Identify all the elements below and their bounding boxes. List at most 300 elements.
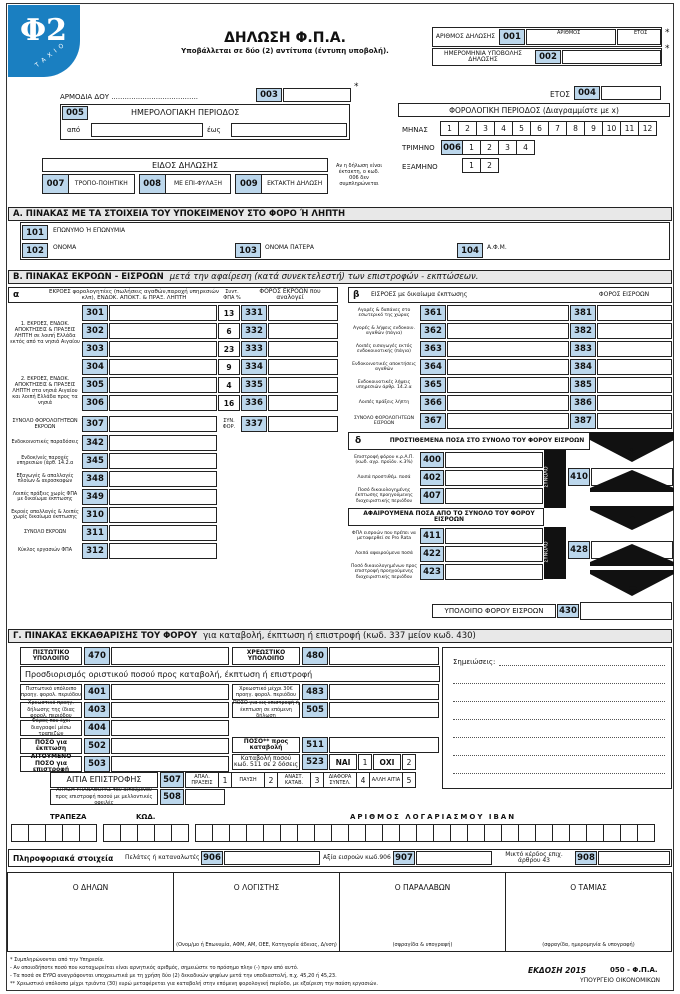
delta-row	[348, 545, 544, 563]
field-307[interactable]	[109, 416, 217, 432]
extra-row	[8, 506, 218, 524]
aitia-options	[186, 772, 416, 788]
iban-digit-box[interactable]	[552, 824, 570, 842]
code-423: 423	[420, 564, 444, 580]
month-box-11[interactable]: 11	[620, 121, 639, 136]
month-box-6[interactable]: 6	[530, 121, 549, 136]
oxi-label: ΟΧΙ	[373, 754, 401, 770]
kind-option[interactable]	[42, 174, 135, 194]
code-304: 304	[82, 359, 108, 375]
alpha-row	[82, 322, 338, 340]
iban-digit-box[interactable]	[637, 824, 655, 842]
code-311: 311	[82, 525, 108, 541]
col-ekroes: ΕΚΡΟΕΣ φορολογητέες (πωλήσεις αγαθών,παροχή υπηρεσιών κλπ), ΕΝΔΟΚ. ΑΠΟΚΤ. & ΠΡΑΞ. ΛΗΠΤΗ	[49, 288, 219, 301]
c-left-label: Φόρος που έχει διαγραφεί μέσω τραπεζών	[20, 720, 82, 736]
code-348: 348	[82, 471, 108, 487]
label-104: Α.Φ.Μ.	[487, 244, 507, 251]
code-307: 307	[82, 416, 108, 432]
code-305: 305	[82, 377, 108, 393]
alpha-rows	[82, 304, 338, 412]
iban-digit-box[interactable]	[535, 824, 553, 842]
sum-tag-428-text: ΣΥΝΟΛΟ	[543, 541, 550, 563]
b-alpha-head	[8, 287, 338, 303]
code-349: 349	[82, 489, 108, 505]
month-label: ΜΗΝΑΣ	[402, 126, 428, 134]
field-422[interactable]	[445, 546, 543, 562]
period-from-field[interactable]	[91, 123, 203, 137]
extra-row	[8, 488, 218, 506]
nai-box[interactable]: 1	[358, 754, 372, 770]
aitia-option-box-2[interactable]: 2	[264, 772, 278, 788]
field-366[interactable]	[447, 395, 569, 411]
notes-line-5[interactable]	[453, 737, 665, 738]
semester-box-2[interactable]: 2	[480, 158, 499, 173]
date-label: ΗΜΕΡΟΜΗΝΙΑ ΥΠΟΒΟΛΗΣ ΔΗΛΩΣΗΣ	[444, 49, 522, 63]
notes-line-2[interactable]	[453, 683, 665, 684]
footnote: ** Χρεωστικό υπόλοιπο μέχρι τριάντα (30) ευρώ μεταφέρεται για καταβολή στην επόμενη φορολογική περίοδο, με εξαίρεση την παύση εργασιών.	[10, 981, 378, 987]
field-430[interactable]	[580, 602, 672, 620]
etos-field-top[interactable]	[617, 29, 661, 45]
iban-digit-box[interactable]	[603, 824, 621, 842]
month-box-10[interactable]: 10	[602, 121, 621, 136]
field-364[interactable]	[447, 359, 569, 375]
field-381[interactable]	[597, 305, 672, 321]
field-423[interactable]	[445, 564, 543, 580]
iban-digit-box[interactable]	[79, 824, 97, 842]
field-367[interactable]	[447, 413, 569, 429]
label-101: ΕΠΩΝΥΜΟ Ή ΕΠΩΝΥΜΙΑ	[53, 227, 126, 234]
field-404[interactable]	[111, 720, 229, 736]
code-908: 908	[575, 851, 597, 865]
notes-line-6[interactable]	[453, 755, 665, 756]
code-342: 342	[82, 435, 108, 451]
ypol-label: ΥΠΟΛΟΙΠΟ ΦΟΡΟΥ ΕΙΣΡΟΩΝ	[432, 604, 556, 618]
code-303: 303	[82, 341, 108, 357]
code-383: 383	[570, 341, 596, 357]
code-511: 511	[302, 737, 328, 753]
code-407: 407	[420, 488, 444, 504]
extra-row-label: Ενδοκοινοτικές παραδόσεις	[11, 440, 79, 446]
period-to-field[interactable]	[231, 123, 347, 137]
notes-line-3[interactable]	[453, 701, 665, 702]
signature-sub: (σφραγίδα, ημερομηνία & υπογραφή)	[542, 942, 635, 948]
beta-row	[348, 394, 672, 412]
iban-digit-box[interactable]	[212, 824, 230, 842]
iban-digit-box[interactable]	[314, 824, 332, 842]
aff-title: ΑΦΑΙΡΟΥΜΕΝΑ ΠΟΣΑ ΑΠΟ ΤΟ ΣΥΝΟΛΟ ΤΟΥ ΦΟΡΟΥ ΕΙΣΡΟΩΝ	[363, 509, 535, 523]
minus-sign: -	[630, 510, 635, 524]
field-383[interactable]	[597, 341, 672, 357]
field-331[interactable]	[268, 305, 338, 321]
code-422: 422	[420, 546, 444, 562]
aitisi-label: ΑΙΤΗΣΗ ΥΠΑΝΑΘΟΡΑΣ του αιτούμενου προς επιστροφή ποσού με μελλοντικές οφειλές	[50, 789, 158, 805]
delta-row-label: Ποσό δικαιολογημένων προς επιστροφή προηγούμενης διαχειριστικής περιόδου	[350, 564, 418, 580]
signature-sub: (Ονομ/μο ή Επωνυμία, ΑΦΜ, ΑΜ, ΟΕΕ, Κατηγορία άδειας, Δ/νση)	[176, 942, 337, 948]
month-box-7[interactable]: 7	[548, 121, 567, 136]
iban-digit-box[interactable]	[569, 824, 587, 842]
field-342[interactable]	[109, 435, 217, 451]
field-345[interactable]	[109, 453, 217, 469]
footnotes	[10, 956, 530, 988]
iban-digit-box[interactable]	[484, 824, 502, 842]
aitia-option-box-5[interactable]: 5	[402, 772, 416, 788]
c-left-label: ΑΙΤΟΥΜΕΝΟ ΠΟΣΟ για επιστροφή	[20, 756, 82, 772]
iban-digit-box[interactable]	[297, 824, 315, 842]
arrow-mid1	[590, 470, 674, 492]
b-beta-head	[348, 287, 672, 303]
kind-option[interactable]	[139, 174, 232, 194]
group2-label: 2. ΕΚΡΟΕΣ, ΕΝΔΟΚ. ΑΠΟΚΤΗΣΕΙΣ & ΠΡΑΞΕΙΣ ΛΗΠΤΗ στα νησιά Αιγαίου και λοιπή Ελλάδα προς τα νησιά	[12, 376, 78, 406]
iban-digit-box[interactable]	[501, 824, 519, 842]
field-361[interactable]	[447, 305, 569, 321]
beta-row-label: Λοιπές πράξεις λήπτη	[358, 400, 410, 406]
fiscal-title-box	[398, 103, 670, 117]
date-field[interactable]	[562, 50, 661, 64]
section-a-header	[8, 207, 672, 221]
delta-row-label: Λοιπά προστιθέμ. ποσά	[357, 475, 411, 481]
delta-row	[348, 563, 544, 581]
month-box-12[interactable]: 12	[638, 121, 657, 136]
form-title: ΔΗΛΩΣΗ Φ.Π.Α.	[224, 30, 346, 46]
code-428: 428	[568, 541, 590, 559]
etos-small-label: ΕΤΟΣ	[634, 30, 648, 36]
signature-block[interactable]	[505, 872, 672, 952]
quarter-boxes	[463, 140, 535, 155]
iban-digit-box[interactable]	[365, 824, 383, 842]
code-385: 385	[570, 377, 596, 393]
field-505[interactable]	[329, 702, 439, 718]
field-348[interactable]	[109, 471, 217, 487]
extra-row-label: Ενδοκ/νείς παροχές υπηρεσιών (άρθ. 14.2.α	[16, 455, 74, 466]
field-310[interactable]	[109, 507, 217, 523]
iban-digit-box[interactable]	[586, 824, 604, 842]
poso-label: ΠΟΣΟ** προς καταβολή	[232, 737, 300, 753]
iban-label: ΑΡΙΘΜΟΣ ΛΟΓΑΡΙΑΣΜΟΥ IBAN	[350, 813, 517, 821]
month-box-1[interactable]: 1	[440, 121, 459, 136]
beta-mark: β	[353, 290, 360, 300]
beta-row-label: Αγορές & δαπάνες στο εσωτερικό της χώρας	[357, 307, 411, 318]
code-336: 336	[241, 395, 267, 411]
field-508[interactable]	[185, 789, 225, 805]
iban-digit-box[interactable]	[11, 824, 29, 842]
signature-block[interactable]	[173, 872, 340, 952]
aitia-option-label: ΑΝΑΣΤ. ΚΑΤΑΒ.	[277, 772, 311, 788]
c-left-row	[20, 701, 230, 719]
code-470: 470	[84, 647, 110, 665]
field-483[interactable]	[329, 684, 439, 700]
month-box-5[interactable]: 5	[512, 121, 531, 136]
iban-digit-box[interactable]	[280, 824, 298, 842]
iban-digit-box[interactable]	[28, 824, 46, 842]
code-480: 480	[302, 647, 328, 665]
edition-code: 050 - Φ.Π.Α.	[610, 966, 658, 974]
iban-digit-box[interactable]	[348, 824, 366, 842]
c-left-label: Χρεωστικό προηγ. δήλωσης της ίδιας φορολ. περιόδου	[20, 702, 82, 718]
aitia-option-box-4[interactable]: 4	[356, 772, 370, 788]
beta-row	[348, 358, 672, 376]
kind-note: Αν η δήλωση είναι έκτακτη, ο κωδ. 006 δεν συμπληρώνεται	[335, 163, 383, 187]
beta-row	[348, 304, 672, 322]
code-364: 364	[420, 359, 446, 375]
period-label: ΗΜΕΡΟΛΟΓΙΑΚΗ ΠΕΡΙΟΔΟΣ	[131, 108, 240, 117]
field-402[interactable]	[445, 470, 543, 486]
field-365[interactable]	[447, 377, 569, 393]
field-349[interactable]	[109, 489, 217, 505]
beta-row-label: ΣΥΝΟΛΟ ΦΟΡΟΛΟΓΗΤΕΩΝ ΕΙΣΡΟΩΝ	[353, 415, 415, 426]
katab-label: Καταβολή ποσού κωδ. 511 σε 2 δόσεις	[233, 754, 299, 768]
quarter-box-4[interactable]: 4	[516, 140, 535, 155]
aitia-option-box-1[interactable]: 1	[218, 772, 232, 788]
code-508: 508	[160, 789, 184, 805]
code-362: 362	[420, 323, 446, 339]
code-361: 361	[420, 305, 446, 321]
iban-digit-box[interactable]	[433, 824, 451, 842]
month-box-2[interactable]: 2	[458, 121, 477, 136]
field-312[interactable]	[109, 543, 217, 559]
iban-digit-box[interactable]	[246, 824, 264, 842]
field-502[interactable]	[111, 738, 229, 754]
field-503[interactable]	[111, 756, 229, 772]
kind-label: ΕΚΤΑΚΤΗ ΔΗΛΩΣΗ	[267, 179, 323, 187]
field-335[interactable]	[268, 377, 338, 393]
field-403[interactable]	[111, 702, 229, 718]
field-480[interactable]	[329, 647, 439, 665]
kind-title: ΕΙΔΟΣ ΔΗΛΩΣΗΣ	[152, 161, 218, 170]
field-336[interactable]	[268, 395, 338, 411]
code-333: 333	[241, 341, 267, 357]
field-907[interactable]	[416, 851, 492, 865]
c-right-row	[232, 701, 440, 719]
field-301[interactable]	[109, 305, 217, 321]
quarter-box-3[interactable]: 3	[498, 140, 517, 155]
code-402: 402	[420, 470, 444, 486]
field-382[interactable]	[597, 323, 672, 339]
quarter-box-1[interactable]: 1	[462, 140, 481, 155]
c-left-label: Πιστωτικό υπόλοιπο προηγ. φορολ. περιόδου	[21, 685, 81, 698]
iban-digit-box[interactable]	[120, 824, 138, 842]
beta-row	[348, 376, 672, 394]
delta-title: ΠΡΟΣΤΙΘΕΜΕΝΑ ΠΟΣΑ ΣΤΟ ΣΥΝΟΛΟ ΤΟΥ ΦΟΡΟΥ ΕΙΣΡΟΩΝ	[389, 436, 585, 444]
col-syntel: Συντ. ΦΠΑ %	[223, 288, 241, 301]
bank-label: ΤΡΑΠΕΖΑ	[50, 813, 87, 821]
iban-digit-box[interactable]	[171, 824, 189, 842]
aitia-option-box-3[interactable]: 3	[310, 772, 324, 788]
alpha-row	[82, 358, 338, 376]
field-363[interactable]	[447, 341, 569, 357]
star-1: *	[665, 28, 670, 38]
form-logo	[8, 5, 80, 77]
code-503: 503	[84, 756, 110, 772]
code-312: 312	[82, 543, 108, 559]
code-483: 483	[302, 684, 328, 700]
delta-rows	[348, 451, 544, 505]
field-511[interactable]	[329, 737, 439, 753]
section-b-subtitle: μετά την αφαίρεση (κατά συνεκτελεστή) των επιστροφών - εκπτώσεων.	[169, 272, 479, 282]
field-333[interactable]	[268, 341, 338, 357]
code-410: 410	[568, 468, 590, 486]
eq-sign: =	[628, 582, 638, 595]
col-foros-eis: ΦΟΡΟΣ ΕΙΣΡΟΩΝ	[598, 290, 650, 298]
aff-head	[348, 508, 544, 526]
quarter-box-2[interactable]: 2	[480, 140, 499, 155]
row307	[8, 416, 338, 432]
code-386: 386	[570, 395, 596, 411]
code-507: 507	[160, 772, 184, 788]
field-362[interactable]	[447, 323, 569, 339]
label-102: ΟΝΟΜΑ	[53, 244, 77, 251]
field-908[interactable]	[598, 851, 670, 865]
arithmos-field[interactable]	[526, 29, 616, 45]
field-337[interactable]	[268, 416, 338, 432]
field-385[interactable]	[597, 377, 672, 393]
field-303[interactable]	[109, 341, 217, 357]
field-304[interactable]	[109, 359, 217, 375]
extra-row	[8, 452, 218, 470]
field-384[interactable]	[597, 359, 672, 375]
code-103: 103	[235, 243, 261, 258]
c-left-row	[20, 683, 230, 701]
iban-digit-box[interactable]	[399, 824, 417, 842]
arithmos-small-label: ΑΡΙΘΜΟΣ	[557, 30, 581, 36]
rate-4: 4	[218, 377, 240, 393]
code-502: 502	[84, 738, 110, 754]
month-box-3[interactable]: 3	[476, 121, 495, 136]
code-006: 006	[441, 140, 463, 155]
iban-digit-box[interactable]	[382, 824, 400, 842]
notes-line-4[interactable]	[453, 719, 665, 720]
alpha-mark: α	[13, 290, 20, 300]
code-382: 382	[570, 323, 596, 339]
signature-block[interactable]	[7, 872, 174, 952]
delta-row	[348, 451, 544, 469]
aitia-option-label: ΔΙΑΦΟΡΑ ΣΥΝΤΕΛ.	[323, 772, 357, 788]
iban-digit-box[interactable]	[154, 824, 172, 842]
star-3: *	[354, 82, 359, 92]
iban-digit-box[interactable]	[620, 824, 638, 842]
extra-row-label: Λοιπές πράξεις χωρίς ΦΠΑ με δικαίωμα έκπτωσης	[12, 491, 78, 502]
prosd-label: Προσδιορισμός οριστικού ποσού προς καταβολή, έκπτωση ή επιστροφή	[25, 670, 313, 679]
c-right-label: Χρεωστικό μέχρι 30€ προηγ. φορολ. περιόδου	[232, 684, 300, 700]
c-left-rows	[20, 683, 230, 773]
code-335: 335	[241, 377, 267, 393]
delta-row-label: ΦΠΑ εισροών που πρέπει να μεταφερθεί σε Pro Rata	[352, 530, 416, 541]
col-foros-ekr: ΦΟΡΟΣ ΕΚΡΟΩΝ που αναλογεί	[259, 287, 321, 301]
extra-row	[8, 434, 218, 452]
delta-row	[348, 527, 544, 545]
iban-digit-box[interactable]	[416, 824, 434, 842]
alpha-row	[82, 376, 338, 394]
code-334: 334	[241, 359, 267, 375]
iban-digit-box[interactable]	[467, 824, 485, 842]
code-302: 302	[82, 323, 108, 339]
alpha-row	[82, 340, 338, 358]
field-334[interactable]	[268, 359, 338, 375]
field-332[interactable]	[268, 323, 338, 339]
iban-digit-box[interactable]	[103, 824, 121, 842]
field-306[interactable]	[109, 395, 217, 411]
code-384: 384	[570, 359, 596, 375]
c-right-label: ΠΟΣΟ για εις επιστροφή ή έκπτωση σε επόμενη δήλωση	[233, 700, 299, 720]
footnote: - Αν οποιοδήποτε ποσό που καταχωρείται είναι αρνητικός αριθμός, σημειώστε το πρόσημο πλην (-) πριν από αυτό.	[10, 965, 299, 971]
extra-rows	[8, 434, 218, 560]
kind-option[interactable]	[235, 174, 328, 194]
signature-block[interactable]	[339, 872, 506, 952]
iban-digit-box[interactable]	[263, 824, 281, 842]
iban-digit-box[interactable]	[518, 824, 536, 842]
code-505: 505	[302, 702, 328, 718]
iban-digit-box[interactable]	[195, 824, 213, 842]
iban-digit-box[interactable]	[229, 824, 247, 842]
section-c-title: Γ. ΠΙΝΑΚΑΣ ΕΚΚΑΘΑΡΙΣΗΣ ΤΟΥ ΦΟΡΟΥ	[13, 631, 198, 641]
semester-label: ΕΞΑΜΗΝΟ	[402, 163, 438, 171]
code-104: 104	[457, 243, 483, 258]
section-c-subtitle: για καταβολή, έκπτωση ή επιστροφή (κωδ. 337 μείον κωδ. 430)	[203, 631, 476, 641]
field-386[interactable]	[597, 395, 672, 411]
field-311[interactable]	[109, 525, 217, 541]
field-400[interactable]	[445, 452, 543, 468]
field-411[interactable]	[445, 528, 543, 544]
beta-row-label: Λοιπές εισαγωγές εκτός ενδοκοινοτικής (πάγια)	[355, 343, 413, 354]
code-366: 366	[420, 395, 446, 411]
month-box-8[interactable]: 8	[566, 121, 585, 136]
notes-line-7[interactable]	[453, 773, 665, 774]
field-387[interactable]	[597, 413, 672, 429]
code-003: 003	[256, 88, 282, 102]
period-to-label: έως	[207, 126, 221, 134]
rate-6: 6	[218, 323, 240, 339]
field-401[interactable]	[111, 684, 229, 700]
beta-row	[348, 340, 672, 358]
notes-line-1[interactable]	[499, 665, 665, 666]
kod-label: ΚΩΔ.	[136, 813, 156, 821]
semester-box-1[interactable]: 1	[462, 158, 481, 173]
nai-label: ΝΑΙ	[329, 754, 357, 770]
field-470[interactable]	[111, 647, 229, 665]
row307-label: ΣΥΝΟΛΟ ΦΟΡΟΛΟΓΗΤΕΩΝ ΕΚΡΟΩΝ	[12, 417, 78, 430]
iban-digit-box[interactable]	[450, 824, 468, 842]
c-left-row	[20, 755, 230, 773]
field-906[interactable]	[224, 851, 320, 865]
section-c-header	[8, 629, 672, 643]
code-523: 523	[302, 754, 328, 770]
field-305[interactable]	[109, 377, 217, 393]
alpha-row	[82, 304, 338, 322]
oxi-box[interactable]: 2	[402, 754, 416, 770]
iban-digit-box[interactable]	[62, 824, 80, 842]
kind-code-007: 007	[43, 175, 69, 193]
signature-row	[8, 872, 672, 952]
code-101: 101	[22, 225, 48, 240]
label-103: ΟΝΟΜΑ ΠΑΤΕΡΑ	[265, 244, 314, 251]
iban-digit-box[interactable]	[137, 824, 155, 842]
code-332: 332	[241, 323, 267, 339]
etos-field[interactable]	[601, 86, 661, 100]
month-box-4[interactable]: 4	[494, 121, 513, 136]
field-302[interactable]	[109, 323, 217, 339]
star-2: *	[665, 44, 670, 54]
doy-field[interactable]	[283, 88, 351, 102]
month-box-9[interactable]: 9	[584, 121, 603, 136]
doy-label-text: ΑΡΜΟΔΙΑ ΔΟΥ	[60, 93, 109, 101]
etos-label: ΕΤΟΣ	[550, 90, 570, 99]
kind-label: ΤΡΟΠΟ-ΠΟΙΗΤΙΚΗ	[74, 179, 128, 187]
iban-digit-box[interactable]	[45, 824, 63, 842]
kind-label: ΜΕ ΕΠΙ-ΦΥΛΑΞΗ	[174, 179, 223, 187]
logo-letter: Φ2	[20, 13, 68, 48]
notes-box	[442, 647, 672, 789]
field-407[interactable]	[445, 488, 543, 504]
iban-digit-box[interactable]	[331, 824, 349, 842]
